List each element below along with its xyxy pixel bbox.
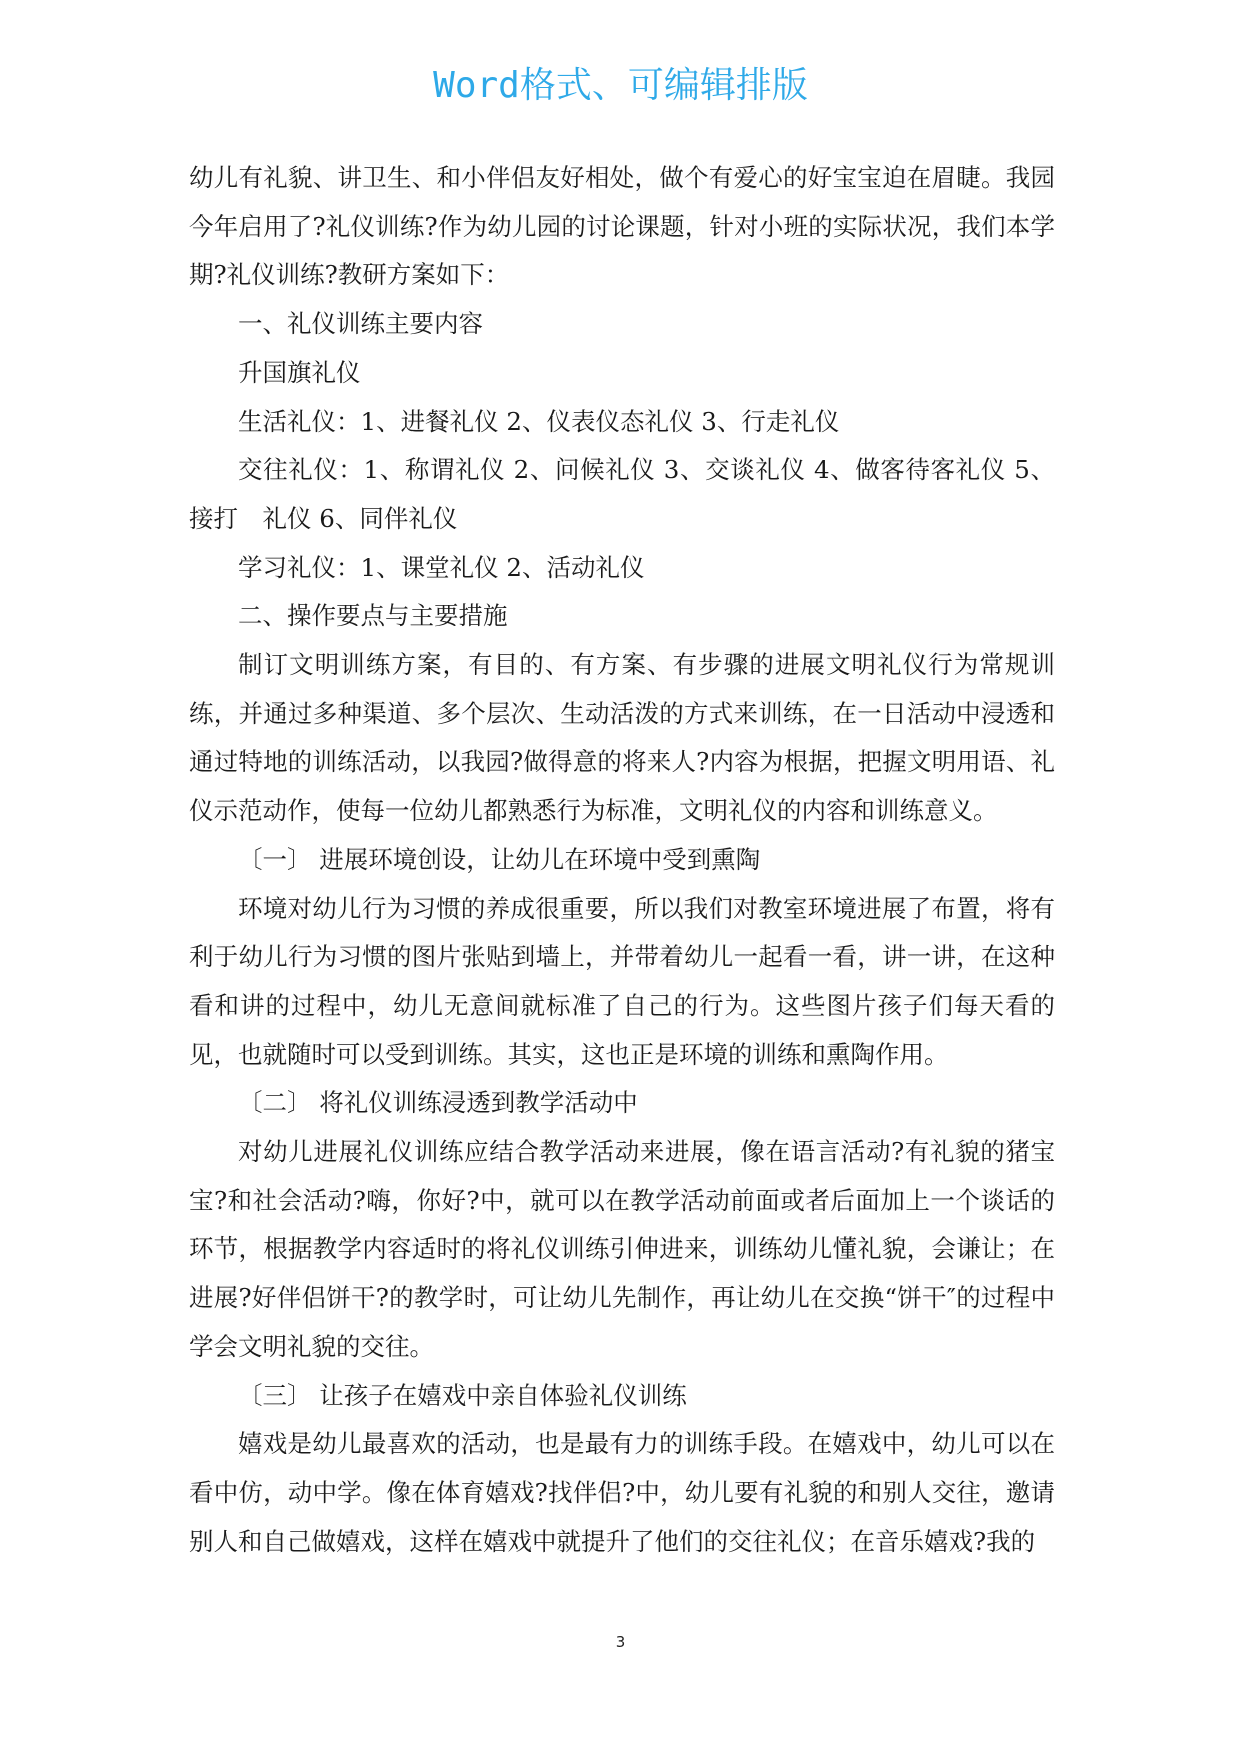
document-body [189,154,1055,1566]
paragraph-teaching: 对幼儿进展礼仪训练应结合教学活动来进展，像在语言活动?有礼貌的猪宝宝?和社会活动?嗨，你好?中，就可以在教学活动前面或者后面加上一个谈话的环节，根据教学内容适时的将礼仪训练引伸进来，训练幼儿懂礼貌，会谦让；在进展?好伴侣饼干?的教学时，可让幼儿先制作，再让幼儿在交换“饼干″的过程中学会文明礼貌的交往。 [189,1137,1055,1361]
page-number: 3 [615,1633,626,1651]
paragraph-intro: 幼儿有礼貌、讲卫生、和小伴侣友好相处，做个有爱心的好宝宝迫在眉睫。我园今年启用了?礼仪训练?作为幼儿园的讨论课题，针对小班的实际状况，我们本学期?礼仪训练?教研方案如下： [189,163,1055,290]
list-item-study-etiquette: 学习礼仪：1、课堂礼仪 2、活动礼仪 [238,552,645,582]
paragraph-plan: 制订文明训练方案，有目的、有方案、有步骤的进展文明礼仪行为常规训练，并通过多种渠道、多个层次、生动活泼的方式来训练，在一日活动中浸透和通过特地的训练活动，以我园?做得意的将来人?内容为根据，把握文明用语、礼仪示范动作，使每一位幼儿都熟悉行为标准，文明礼仪的内容和训练意义。 [189,650,1055,826]
paragraph-environment: 环境对幼儿行为习惯的养成很重要，所以我们对教室环境进展了布置，将有利于幼儿行为习惯的图片张贴到墙上，并带着幼儿一起看一看，讲一讲，在这种看和讲的过程中，幼儿无意间就标准了自己的行为。这些图片孩子们每天看的见，也就随时可以受到训练。其实，这也正是环境的训练和熏陶作用。 [189,893,1055,1069]
list-item-social-etiquette: 交往礼仪：1、称谓礼仪 2、问候礼仪 3、交谈礼仪 4、做客待客礼仪 5、接打 礼仪 6、同伴礼仪 [189,455,1055,533]
subheading-1: 〔一〕 进展环境创设，让幼儿在环境中受到熏陶 [238,844,761,874]
list-item-flag-ceremony: 升国旗礼仪 [238,357,361,387]
page-header-title: Word格式、可编辑排版 [433,65,808,106]
section-heading-1: 一、礼仪训练主要内容 [238,309,483,339]
section-heading-2: 二、操作要点与主要措施 [238,601,508,631]
list-item-life-etiquette: 生活礼仪：1、进餐礼仪 2、仪表仪态礼仪 3、行走礼仪 [238,406,840,436]
subheading-2: 〔二〕 将礼仪训练浸透到教学活动中 [238,1088,638,1118]
subheading-3: 〔三〕 让孩子在嬉戏中亲自体验礼仪训练 [238,1380,687,1410]
paragraph-games: 嬉戏是幼儿最喜欢的活动，也是最有力的训练手段。在嬉戏中，幼儿可以在看中仿，动中学。像在体育嬉戏?找伴侣?中，幼儿要有礼貌的和别人交往，邀请别人和自己做嬉戏，这样在嬉戏中就提升了他们的交往礼仪；在音乐嬉戏?我的 [189,1429,1055,1556]
